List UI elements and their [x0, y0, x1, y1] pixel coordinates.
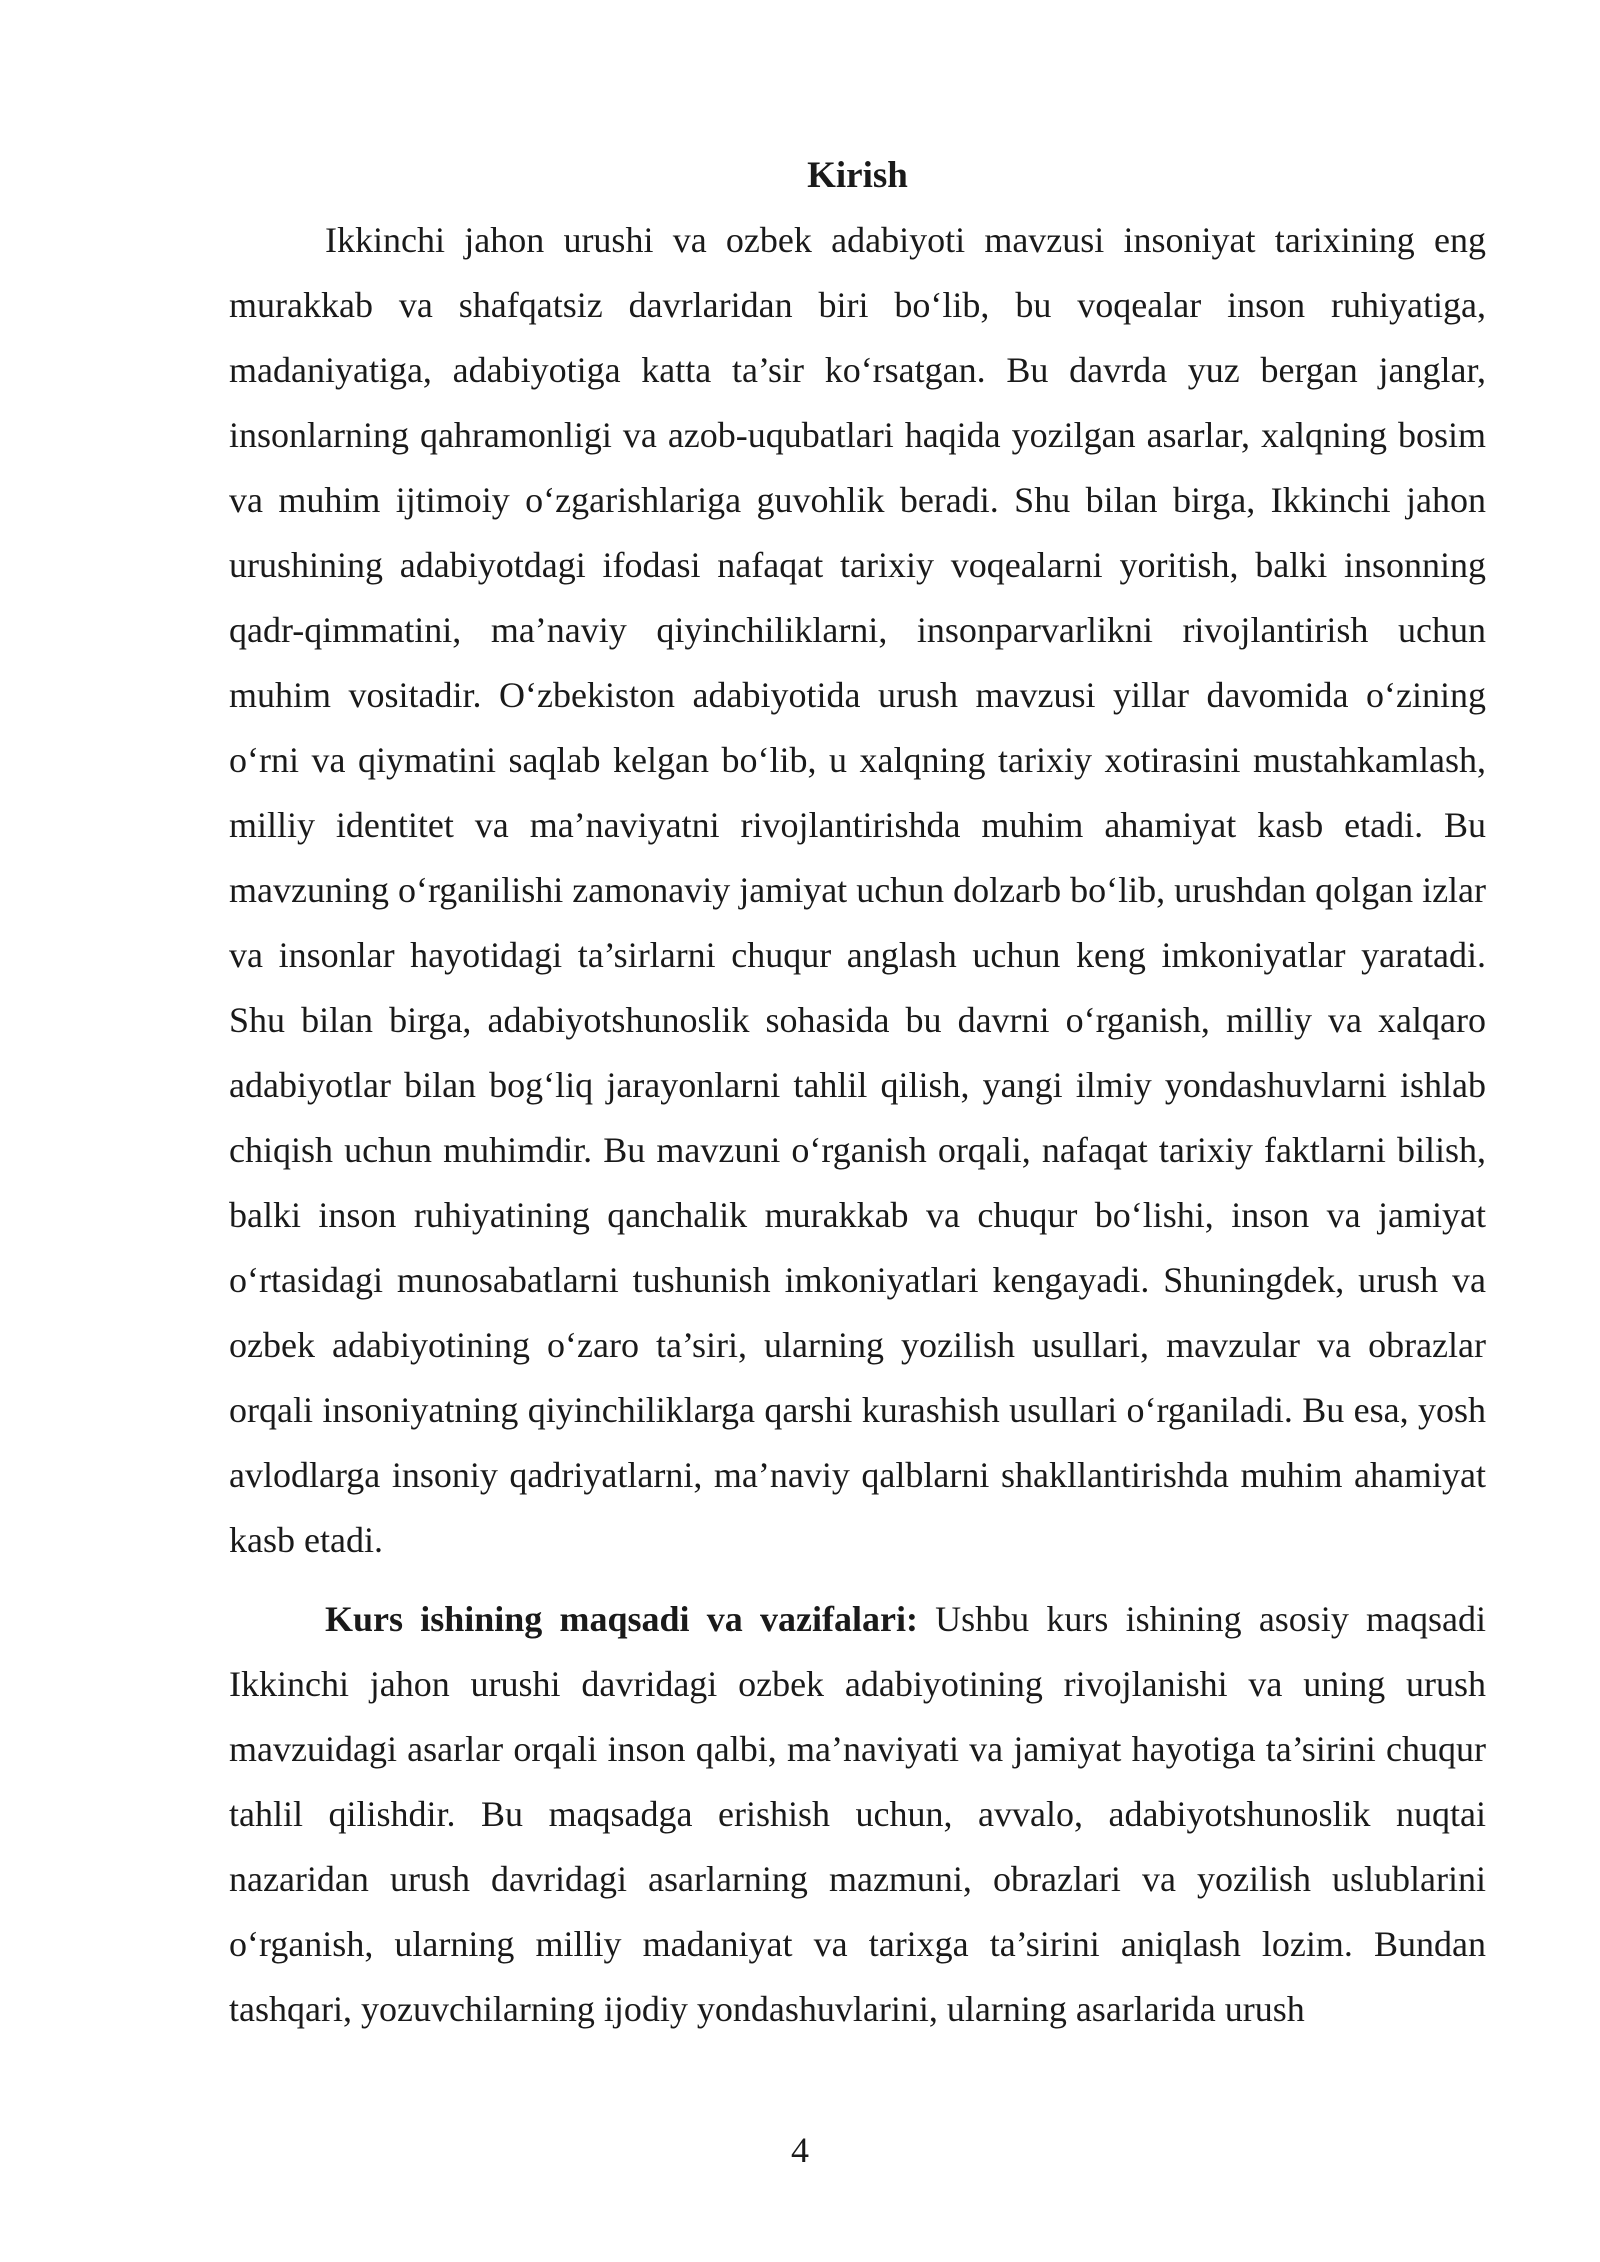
paragraph-text: Ikkinchi jahon urushi va ozbek adabiyoti mavzusi insoniyat tarixining eng murakkab va shafqatsiz davrlaridan biri bo‘lib, bu voqealar inson ruhiyatiga, madaniyatiga, adabiyotiga katta ta’sir ko‘rsatgan. Bu davrda yuz bergan janglar, insonlarning qahramonligi va azob-uqubatlari haqida yozilgan asarlar, xalqning bosim va muhim ijtimoiy o‘zgarishlariga guvohlik beradi. Shu bilan birga, Ikkinchi jahon urushining adabiyotdagi ifodasi nafaqat tarixiy voqealarni yoritish, balki insonning qadr-qimmatini, ma’naviy qiyinchiliklarni, insonparvarlikni rivojlantirish uchun muhim vositadir. O‘zbekiston adabiyotida urush mavzusi yillar davomida o‘zining o‘rni va qiymatini saqlab kelgan bo‘lib, u xalqning tarixiy xotirasini mustahkamlash, milliy identitet va ma’naviyatni rivojlantirishda muhim ahamiyat kasb etadi. Bu mavzuning o‘rganilishi zamonaviy jamiyat uchun dolzarb bo‘lib, urushdan qolgan izlar va insonlar hayotidagi ta’sirlarni chuqur anglash uchun keng imkoniyatlar yaratadi. Shu bilan birga, adabiyotshunoslik sohasida bu davrni o‘rganish, milliy va xalqaro adabiyotlar bilan bog‘liq jarayonlarni tahlil qilish, yangi ilmiy yondashuvlarni ishlab chiqish uchun muhimdir. Bu mavzuni o‘rganish orqali, nafaqat tarixiy faktlarni bilish, balki inson ruhiyatining qanchalik murakkab va chuqur bo‘lishi, inson va jamiyat o‘rtasidagi munosabatlarni tushunish imkoniyatlari kengayadi. Shuningdek, urush va ozbek adabiyotining o‘zaro ta’siri, ularning yozilish usullari, mavzular va obrazlar orqali insoniyatning qiyinchiliklarga qarshi kurashish usullari o‘rganiladi. Bu esa, yosh avlodlarga insoniy qadriyatlarni, ma’naviy qalblarni shakllantirishda muhim ahamiyat kasb etadi. — [229, 220, 1487, 1560]
intro-paragraph — [229, 208, 1486, 1573]
section-heading: Kirish — [807, 155, 908, 196]
paragraph-text: Ushbu kurs ishining asosiy maqsadi Ikkinchi jahon urushi davridagi ozbek adabiyotining rivojlanishi va uning urush mavzuidagi asarlar orqali inson qalbi, ma’naviyati va jamiyat hayotiga ta’sirini chuqur tahlil qilishdir. Bu maqsadga erishish uchun, avvalo, adabiyotshunoslik nuqtai nazaridan urush davridagi asarlarning mazmuni, obrazlari va yozilish uslublarini o‘rganish, ularning milliy madaniyat va tarixga ta’sirini aniqlash lozim. Bundan tashqari, yozuvchilarning ijodiy yondashuvlarini, ularning asarlarida urush — [229, 1599, 1486, 2029]
page-content — [229, 150, 1486, 2042]
goals-paragraph — [229, 1587, 1486, 2042]
page-number: 4 — [791, 2130, 809, 2170]
paragraph-lead: Kurs ishining maqsadi va vazifalari: — [325, 1599, 918, 1639]
